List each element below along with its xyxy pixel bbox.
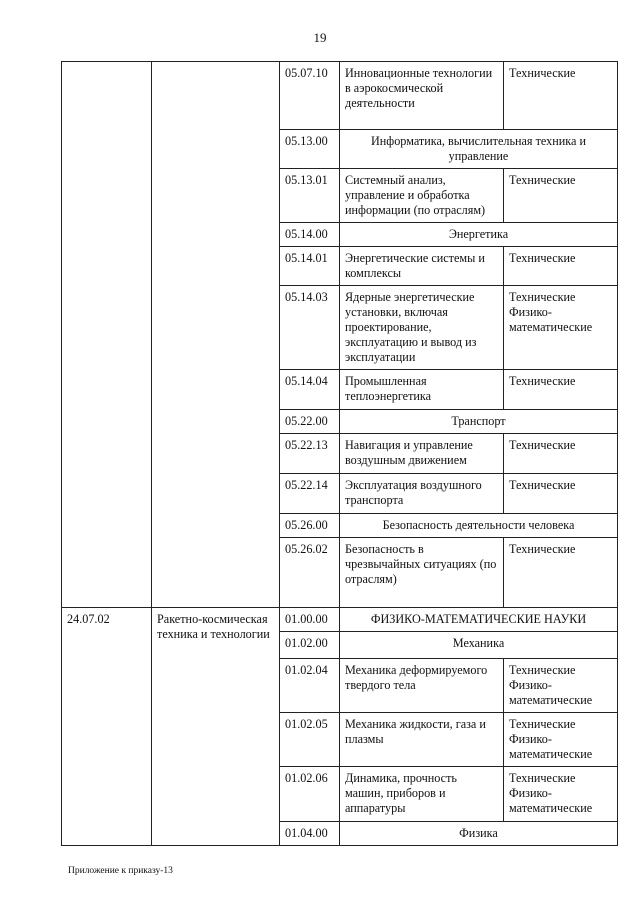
specialty-code: 05.14.04 bbox=[280, 370, 340, 410]
science-branch bbox=[504, 247, 618, 286]
science-branch-item: Технические bbox=[509, 173, 576, 187]
specialty-code: 05.13.00 bbox=[280, 130, 340, 169]
science-branch-item: Технические bbox=[509, 290, 576, 304]
specialty-name: Эксплуатация воздушного транспорта bbox=[340, 474, 504, 514]
table-row bbox=[62, 608, 618, 632]
science-branch-item: Технические bbox=[509, 251, 576, 265]
science-branch-item: Технические bbox=[509, 771, 576, 785]
group-header: Информатика, вычислительная техника и управление bbox=[340, 130, 618, 169]
specialty-name: Навигация и управление воздушным движением bbox=[340, 434, 504, 474]
specialty-code: 05.26.00 bbox=[280, 514, 340, 538]
group-header: ФИЗИКО-МАТЕМАТИЧЕСКИЕ НАУКИ bbox=[340, 608, 618, 632]
specialty-code: 01.02.00 bbox=[280, 632, 340, 659]
specialty-name: Инновационные технологии в аэрокосмической деятельности bbox=[340, 62, 504, 130]
science-branch bbox=[504, 538, 618, 608]
specialty-name: Системный анализ, управление и обработка информации (по отраслям) bbox=[340, 169, 504, 223]
science-branch-item: Технические bbox=[509, 663, 576, 677]
specialty-code: 05.14.01 bbox=[280, 247, 340, 286]
science-branch-item: Технические bbox=[509, 438, 576, 452]
specialty-code: 01.02.05 bbox=[280, 713, 340, 767]
specialty-code: 01.00.00 bbox=[280, 608, 340, 632]
group-code: 24.07.02 bbox=[62, 608, 152, 846]
science-branch-item: Технические bbox=[509, 374, 576, 388]
science-branch-item: Физико-математические bbox=[509, 732, 593, 761]
group-header: Механика bbox=[340, 632, 618, 659]
specialty-name: Промышленная теплоэнергетика bbox=[340, 370, 504, 410]
specialties-table bbox=[61, 61, 618, 846]
specialty-name: Ядерные энергетические установки, включая проектирование, эксплуатацию и вывод из эксплуатации bbox=[340, 286, 504, 370]
group-header: Транспорт bbox=[340, 410, 618, 434]
specialty-name: Механика деформируемого твердого тела bbox=[340, 659, 504, 713]
specialty-code: 01.02.04 bbox=[280, 659, 340, 713]
specialty-code: 01.02.06 bbox=[280, 767, 340, 822]
specialty-code: 01.04.00 bbox=[280, 822, 340, 846]
specialty-name: Механика жидкости, газа и плазмы bbox=[340, 713, 504, 767]
science-branch bbox=[504, 713, 618, 767]
specialty-code: 05.07.10 bbox=[280, 62, 340, 130]
science-branch bbox=[504, 62, 618, 130]
science-branch bbox=[504, 370, 618, 410]
specialty-name: Динамика, прочность машин, приборов и аппаратуры bbox=[340, 767, 504, 822]
science-branch-item: Технические bbox=[509, 717, 576, 731]
science-branch bbox=[504, 286, 618, 370]
group-header: Безопасность деятельности человека bbox=[340, 514, 618, 538]
page-number: 19 bbox=[313, 30, 327, 45]
science-branch-item: Физико-математические bbox=[509, 678, 593, 707]
specialty-code: 05.22.14 bbox=[280, 474, 340, 514]
science-branch bbox=[504, 767, 618, 822]
footer-note: Приложение к приказу-13 bbox=[68, 866, 173, 876]
table-row bbox=[62, 62, 618, 130]
group-name-cell bbox=[152, 62, 280, 608]
science-branch bbox=[504, 474, 618, 514]
specialty-code: 05.22.13 bbox=[280, 434, 340, 474]
group-code-cell bbox=[62, 62, 152, 608]
group-name: Ракетно-космическая техника и технологии bbox=[152, 608, 280, 846]
science-branch bbox=[504, 169, 618, 223]
specialty-code: 05.26.02 bbox=[280, 538, 340, 608]
science-branch bbox=[504, 434, 618, 474]
science-branch-item: Физико-математические bbox=[509, 786, 593, 815]
specialty-code: 05.13.01 bbox=[280, 169, 340, 223]
specialty-code: 05.22.00 bbox=[280, 410, 340, 434]
science-branch bbox=[504, 659, 618, 713]
specialty-name: Безопасность в чрезвычайных ситуациях (по отраслям) bbox=[340, 538, 504, 608]
specialty-code: 05.14.00 bbox=[280, 223, 340, 247]
group-header: Энергетика bbox=[340, 223, 618, 247]
science-branch-item: Технические bbox=[509, 66, 576, 80]
science-branch-item: Физико-математические bbox=[509, 305, 593, 334]
science-branch-item: Технические bbox=[509, 478, 576, 492]
specialty-code: 05.14.03 bbox=[280, 286, 340, 370]
group-header: Физика bbox=[340, 822, 618, 846]
specialty-name: Энергетические системы и комплексы bbox=[340, 247, 504, 286]
science-branch-item: Технические bbox=[509, 542, 576, 556]
